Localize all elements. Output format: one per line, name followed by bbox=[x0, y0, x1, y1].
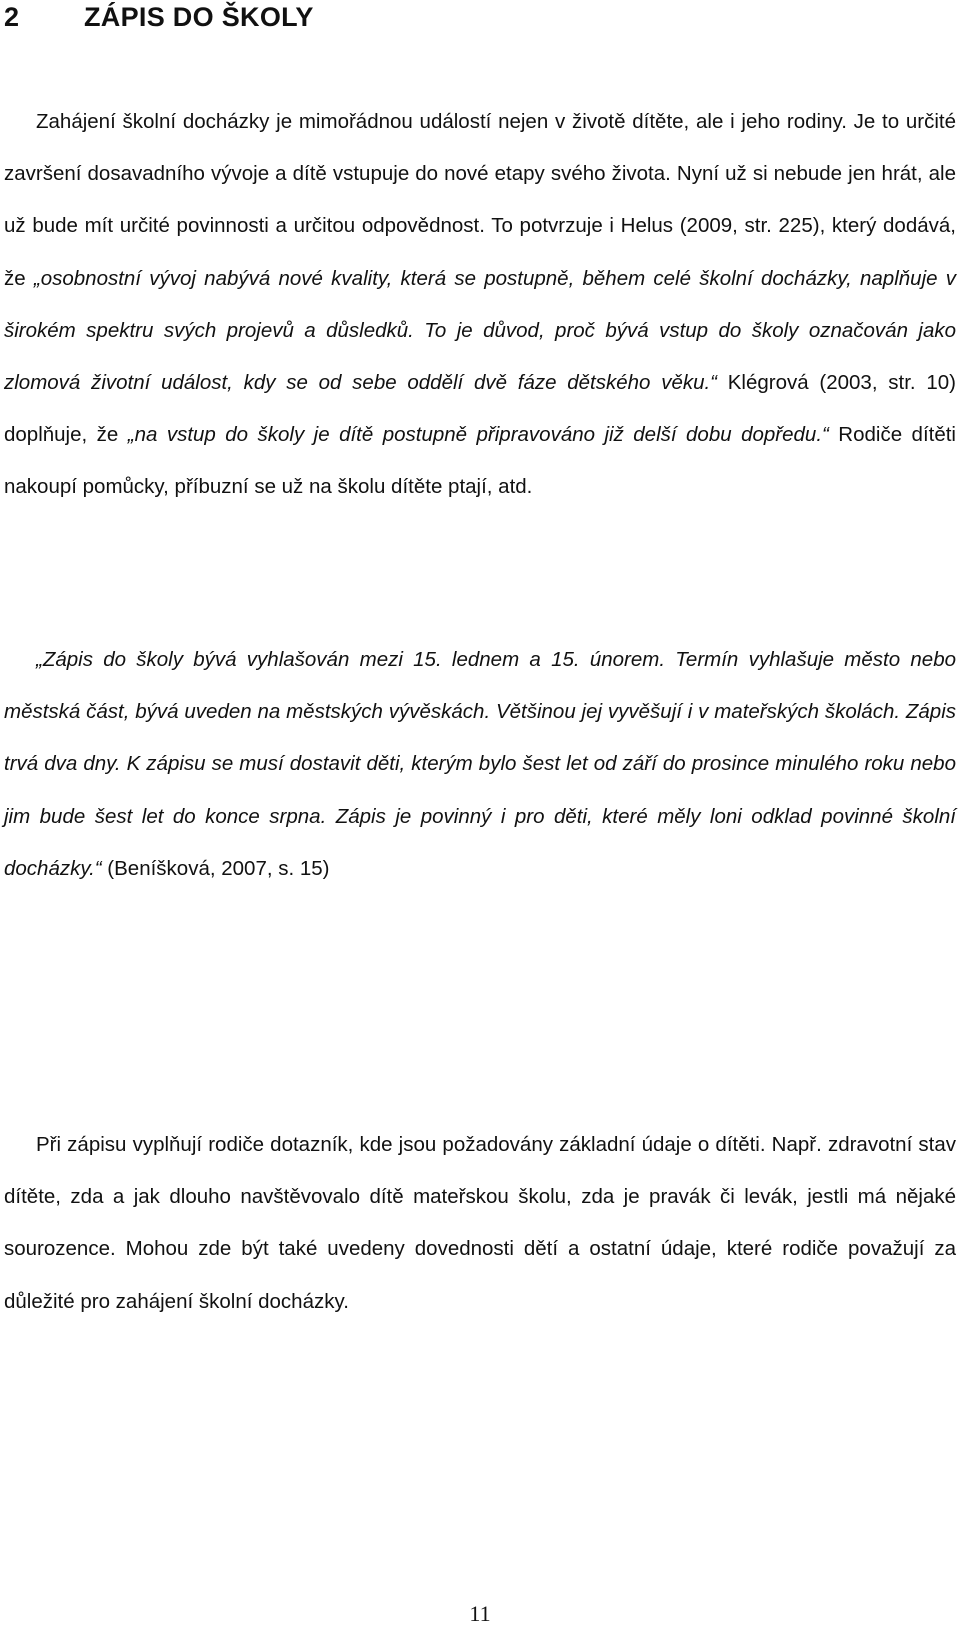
chapter-title: ZÁPIS DO ŠKOLY bbox=[84, 2, 314, 32]
paragraph-text: Zahájení školní docházky je mimořádnou událostí nejen v životě dítěte, ale i jeho rodiny. Je to určité završení dosavadního vývoje a dítě vstupuje do nové etapy svého života. Nyní už si nebude jen hrát, ale už bude mít určité povinnosti a určitou odpovědnost. To potvrzuje i Helus (2009, str. 225), který dodává, že bbox=[4, 110, 956, 290]
citation: (Beníšková, 2007, s. 15) bbox=[101, 856, 330, 880]
paragraph-text: Při zápisu vyplňují rodiče dotazník, kde jsou požadovány základní údaje o dítěti. Např. zdravotní stav dítěte, zda a jak dlouho navštěvovalo dítě mateřskou školu, zda je pravák či levák, jestli má nějaké sourozence. Mohou zde být také uvedeny dovednosti dětí a ostatní údaje, které rodiče považují za důležité pro zahájení školní docházky. bbox=[4, 1133, 956, 1313]
paragraph-enrollment-dates bbox=[4, 634, 956, 895]
paragraph-text: Klégrová (2003, str. 10) doplňuje, že bbox=[4, 371, 956, 447]
quote-klegrova: „na vstup do školy je dítě postupně připravováno již delší dobu dopředu.“ bbox=[127, 423, 829, 447]
paragraph-text: Rodiče dítěti nakoupí pomůcky, příbuzní se už na školu dítěte ptají, atd. bbox=[4, 423, 956, 499]
paragraph-intro bbox=[4, 96, 956, 514]
quote-beniskova: „Zápis do školy bývá vyhlašován mezi 15. lednem a 15. únorem. Termín vyhlašuje město nebo městská část, bývá uveden na městských vývěskách. Většinou jej vyvěšují i v mateřských školách. Zápis trvá dva dny. K zápisu se musí dostavit děti, kterým bylo šest let od září do prosince minulého roku nebo jim bude šest let do konce srpna. Zápis je povinný i pro děti, které měly loni odklad povinné školní docházky.“ bbox=[4, 648, 956, 880]
paragraph-questionnaire bbox=[4, 1119, 956, 1328]
chapter-heading bbox=[4, 2, 314, 33]
chapter-number: 2 bbox=[4, 2, 20, 32]
page-number: 11 bbox=[469, 1601, 491, 1626]
quote-helus: „osobnostní vývoj nabývá nové kvality, která se postupně, během celé školní docházky, naplňuje v širokém spektru svých projevů a důsledků. To je důvod, proč bývá vstup do školy označován jako zlomová životní událost, kdy se od sebe oddělí dvě fáze dětského věku.“ bbox=[4, 266, 956, 395]
